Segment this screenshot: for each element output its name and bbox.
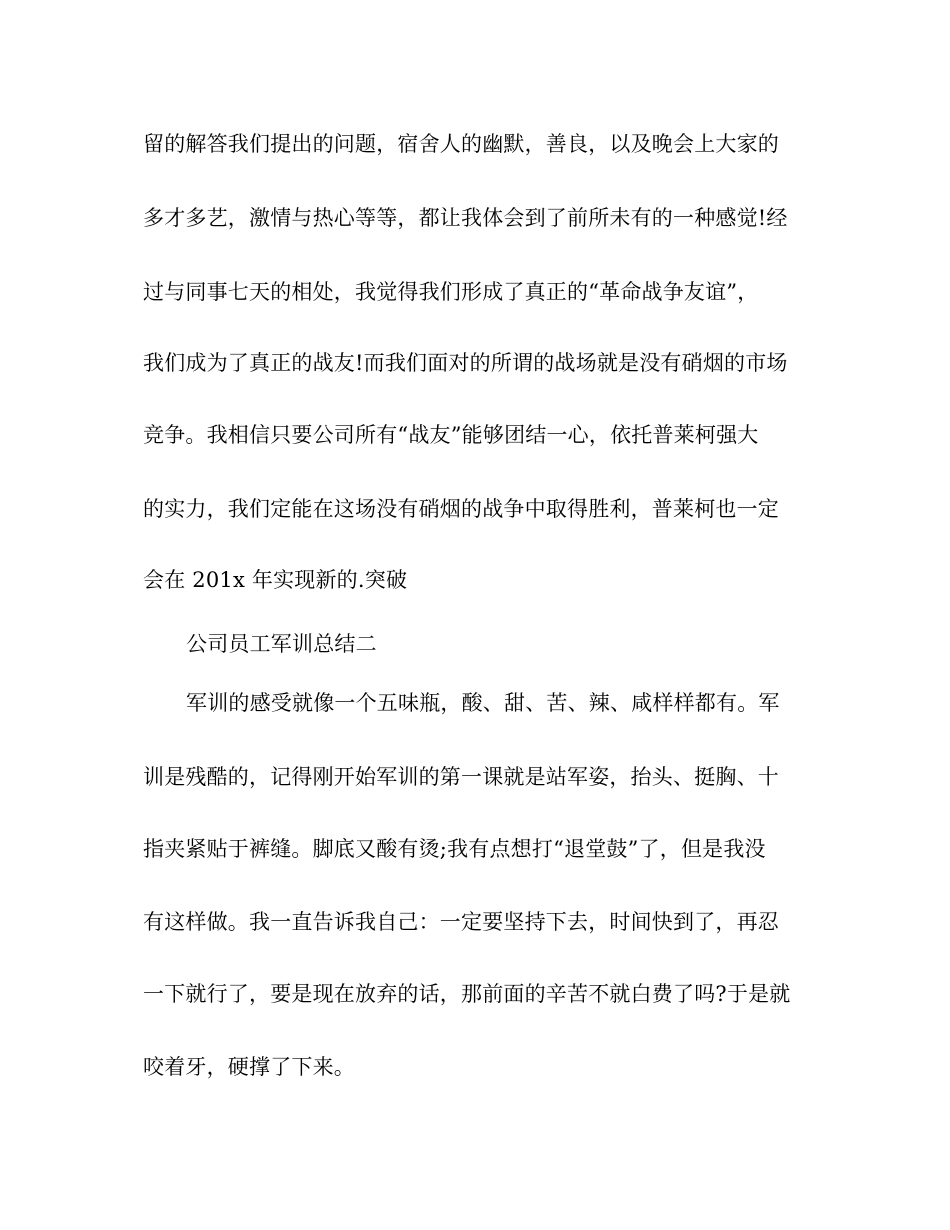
section-title: 公司员工军训总结二 [186, 632, 377, 656]
paragraph-1-line-4: 我们成为了真正的战友!而我们面对的所谓的战场就是没有硝烟的市场 [143, 351, 788, 375]
paragraph-1-line-5: 竞争。我相信只要公司所有“战友”能够团结一心，依托普莱柯强大 [143, 423, 759, 447]
paragraph-2-line-3: 指夹紧贴于裤缝。脚底又酸有烫;我有点想打“退堂鼓”了，但是我没 [143, 837, 766, 861]
paragraph-2-line-5: 一下就行了，要是现在放弃的话，那前面的辛苦不就白费了吗?于是就 [143, 982, 791, 1006]
paragraph-2-line-4: 有这样做。我一直告诉我自己：一定要坚持下去，时间快到了，再忍 [143, 910, 779, 934]
paragraph-1-line-2: 多才多艺，激情与热心等等，都让我体会到了前所未有的一种感觉!经 [143, 206, 788, 230]
paragraph-1-line-6: 的实力，我们定能在这场没有硝烟的战争中取得胜利，普莱柯也一定 [143, 497, 779, 521]
paragraph-1-line-7: 会在 201x 年实现新的.突破 [143, 568, 408, 592]
paragraph-1-line-3: 过与同事七天的相处，我觉得我们形成了真正的“革命战争友谊”， [143, 280, 759, 304]
paragraph-2-line-6: 咬着牙，硬撑了下来。 [143, 1055, 355, 1079]
paragraph-2-line-2: 训是残酷的，记得刚开始军训的第一课就是站军姿，抬头、挺胸、十 [143, 765, 779, 789]
paragraph-1-line-1: 留的解答我们提出的问题，宿舍人的幽默，善良，以及晚会上大家的 [143, 132, 779, 156]
paragraph-2-line-1: 军训的感受就像一个五味瓶，酸、甜、苦、辣、咸样样都有。军 [186, 691, 780, 715]
